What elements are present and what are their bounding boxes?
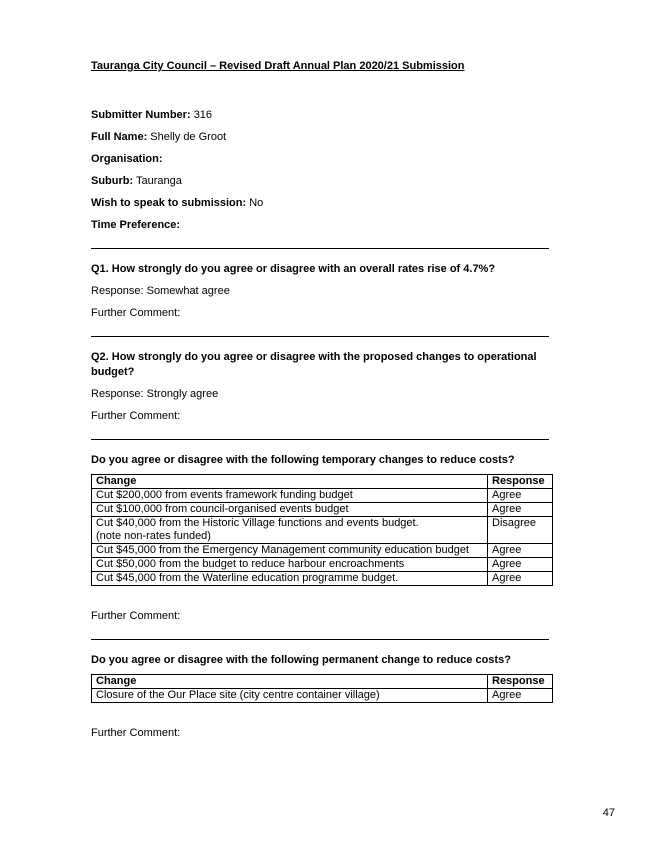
table-row — [92, 572, 553, 586]
column-header-change: Change — [92, 475, 488, 489]
field-submitter-number — [91, 107, 553, 129]
section-divider — [91, 336, 549, 337]
field-organisation — [91, 151, 553, 173]
permanent-question: Do you agree or disagree with the following permanent change to reduce costs? — [91, 654, 511, 666]
change-cell: Closure of the Our Place site (city centre container village) — [92, 689, 488, 703]
table-header-row — [92, 675, 553, 689]
change-cell: Cut $50,000 from the budget to reduce harbour encroachments — [92, 558, 488, 572]
q1-comment: Further Comment: — [91, 307, 181, 319]
temporary-changes-table — [91, 474, 553, 586]
table-row — [92, 558, 553, 572]
response-cell: Disagree — [488, 517, 553, 544]
response-cell: Agree — [488, 489, 553, 503]
column-header-change: Change — [92, 675, 488, 689]
submitter-details — [91, 107, 553, 239]
temporary-comment: Further Comment: — [91, 610, 181, 622]
q2-comment: Further Comment: — [91, 410, 181, 422]
permanent-comment: Further Comment: — [91, 727, 181, 739]
q1-question: Q1. How strongly do you agree or disagree with an overall rates rise of 4.7%? — [91, 263, 496, 275]
document-title: Tauranga City Council – Revised Draft Annual Plan 2020/21 Submission — [91, 60, 465, 72]
field-value: Shelly de Groot — [150, 131, 227, 143]
change-cell-line: Cut $40,000 from the Historic Village functions and events budget. — [96, 517, 419, 529]
table-row — [92, 489, 553, 503]
field-label: Wish to speak to submission: — [91, 197, 247, 209]
table-row — [92, 517, 553, 544]
field-time-preference — [91, 217, 553, 239]
field-label: Organisation: — [91, 153, 163, 165]
spacer — [91, 586, 553, 608]
temporary-changes-section — [91, 453, 553, 630]
spacer — [91, 703, 553, 725]
field-full-name — [91, 129, 553, 151]
section-divider — [91, 248, 549, 249]
change-cell: Cut $45,000 from the Emergency Management community education budget — [92, 544, 488, 558]
table-header-row — [92, 475, 553, 489]
change-cell: Cut $100,000 from council-organised events budget — [92, 503, 488, 517]
field-label: Submitter Number: — [91, 109, 191, 121]
change-cell — [92, 517, 488, 544]
field-label: Suburb: — [91, 175, 134, 187]
table-row — [92, 503, 553, 517]
q1-response: Response: Somewhat agree — [91, 285, 230, 297]
field-label: Time Preference: — [91, 219, 181, 231]
q1-section — [91, 262, 553, 327]
field-value: 316 — [193, 109, 213, 121]
page-number: 47 — [602, 807, 615, 819]
field-label: Full Name: — [91, 131, 148, 143]
change-cell: Cut $45,000 from the Waterline education programme budget. — [92, 572, 488, 586]
column-header-response: Response — [488, 475, 553, 489]
response-cell: Agree — [488, 503, 553, 517]
q2-question: Q2. How strongly do you agree or disagree with the proposed changes to operational budget? — [91, 351, 537, 378]
response-cell: Agree — [488, 689, 553, 703]
response-cell: Agree — [488, 544, 553, 558]
field-value: Tauranga — [136, 175, 182, 187]
field-suburb — [91, 173, 553, 195]
section-divider — [91, 439, 549, 440]
change-cell-note: (note non-rates funded) — [96, 530, 211, 542]
temporary-question: Do you agree or disagree with the following temporary changes to reduce costs? — [91, 454, 515, 466]
q2-response: Response: Strongly agree — [91, 388, 219, 400]
change-cell: Cut $200,000 from events framework funding budget — [92, 489, 488, 503]
table-row — [92, 544, 553, 558]
permanent-change-section — [91, 653, 553, 747]
page-content — [91, 58, 553, 747]
q2-section — [91, 350, 553, 430]
column-header-response: Response — [488, 675, 553, 689]
field-wish-to-speak — [91, 195, 553, 217]
field-value: No — [249, 197, 264, 209]
table-row — [92, 689, 553, 703]
permanent-change-table — [91, 674, 553, 703]
section-divider — [91, 639, 549, 640]
response-cell: Agree — [488, 558, 553, 572]
response-cell: Agree — [488, 572, 553, 586]
